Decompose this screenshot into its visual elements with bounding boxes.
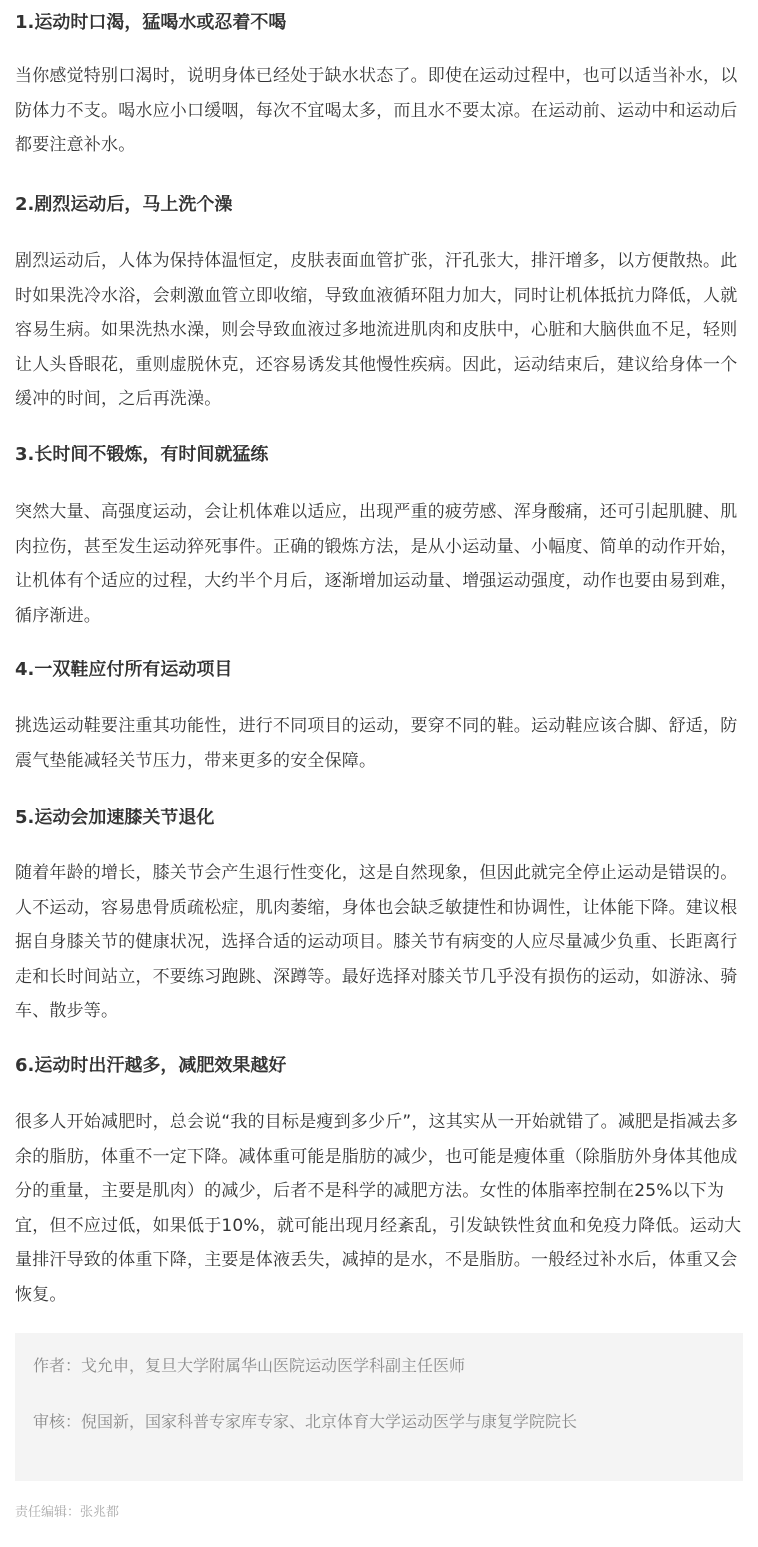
byline-box xyxy=(15,1333,743,1481)
section-paragraph-5: 随着年龄的增长，膝关节会产生退行性变化，这是自然现象，但因此就完全停止运动是错误的。人不运动，容易患骨质疏松症，肌肉萎缩，身体也会缺乏敏捷性和协调性，让体能下降。建议根据自身膝关节的健康状况，选择合适的运动项目。膝关节有病变的人应尽量减少负重、长距离行走和长时间站立，不要练习跑跳、深蹲等。最好选择对膝关节几乎没有损伤的运动，如游泳、骑车、散步等。 xyxy=(15,863,738,1022)
section-heading-5: 5.运动会加速膝关节退化 xyxy=(15,808,215,828)
section-heading-2: 2.剧烈运动后，马上洗个澡 xyxy=(15,195,233,215)
section-heading-4: 4.一双鞋应付所有运动项目 xyxy=(15,660,233,680)
section-paragraph-1: 当你感觉特别口渴时，说明身体已经处于缺水状态了。即使在运动过程中，也可以适当补水，以防体力不支。喝水应小口缓咽，每次不宜喝太多，而且水不要太凉。在运动前、运动中和运动后都要注意补水。 xyxy=(15,66,738,156)
section-paragraph-6: 很多人开始减肥时，总会说“我的目标是瘦到多少斤”，这其实从一开始就错了。减肥是指减去多余的脂肪，体重不一定下降。减体重可能是脂肪的减少，也可能是瘦体重（除脂肪外身体其他成分的重量，主要是肌肉）的减少，后者不是科学的减肥方法。女性的体脂率控制在25%以下为宜，但不应过低，如果低于10%，就可能出现月经紊乱，引发缺铁性贫血和免疫力降低。运动大量排汗导致的体重下降，主要是体液丢失，减掉的是水，不是脂肪。一般经过补水后，体重又会恢复。 xyxy=(15,1112,742,1305)
section-paragraph-2: 剧烈运动后，人体为保持体温恒定，皮肤表面血管扩张，汗孔张大，排汗增多，以方便散热。此时如果洗冷水浴，会刺激血管立即收缩，导致血液循环阻力加大，同时让机体抵抗力降低，人就容易生病。如果洗热水澡，则会导致血液过多地流进肌肉和皮肤中，心脏和大脑供血不足，轻则让人头昏眼花，重则虚脱休克，还容易诱发其他慢性疾病。因此，运动结束后，建议给身体一个缓冲的时间，之后再洗澡。 xyxy=(15,251,738,410)
responsible-editor: 责任编辑：张兆都 xyxy=(15,1505,120,1520)
author-line: 作者：戈允申，复旦大学附属华山医院运动医学科副主任医师 xyxy=(33,1356,466,1375)
reviewer-line: 审核：倪国新，国家科普专家库专家、北京体育大学运动医学与康复学院院长 xyxy=(33,1412,578,1431)
section-heading-6: 6.运动时出汗越多，减肥效果越好 xyxy=(15,1056,287,1076)
section-paragraph-3: 突然大量、高强度运动，会让机体难以适应，出现严重的疲劳感、浑身酸痛，还可引起肌腱、肌肉拉伤，甚至发生运动猝死事件。正确的锻炼方法，是从小运动量、小幅度、简单的动作开始，让机体有个适应的过程，大约半个月后，逐渐增加运动量、增强运动强度，动作也要由易到难，循序渐进。 xyxy=(15,502,738,626)
section-heading-1: 1.运动时口渴，猛喝水或忍着不喝 xyxy=(15,13,287,33)
section-heading-3: 3.长时间不锻炼，有时间就猛练 xyxy=(15,445,269,465)
section-paragraph-4: 挑选运动鞋要注重其功能性，进行不同项目的运动，要穿不同的鞋。运动鞋应该合脚、舒适，防震气垫能减轻关节压力，带来更多的安全保障。 xyxy=(15,716,738,771)
